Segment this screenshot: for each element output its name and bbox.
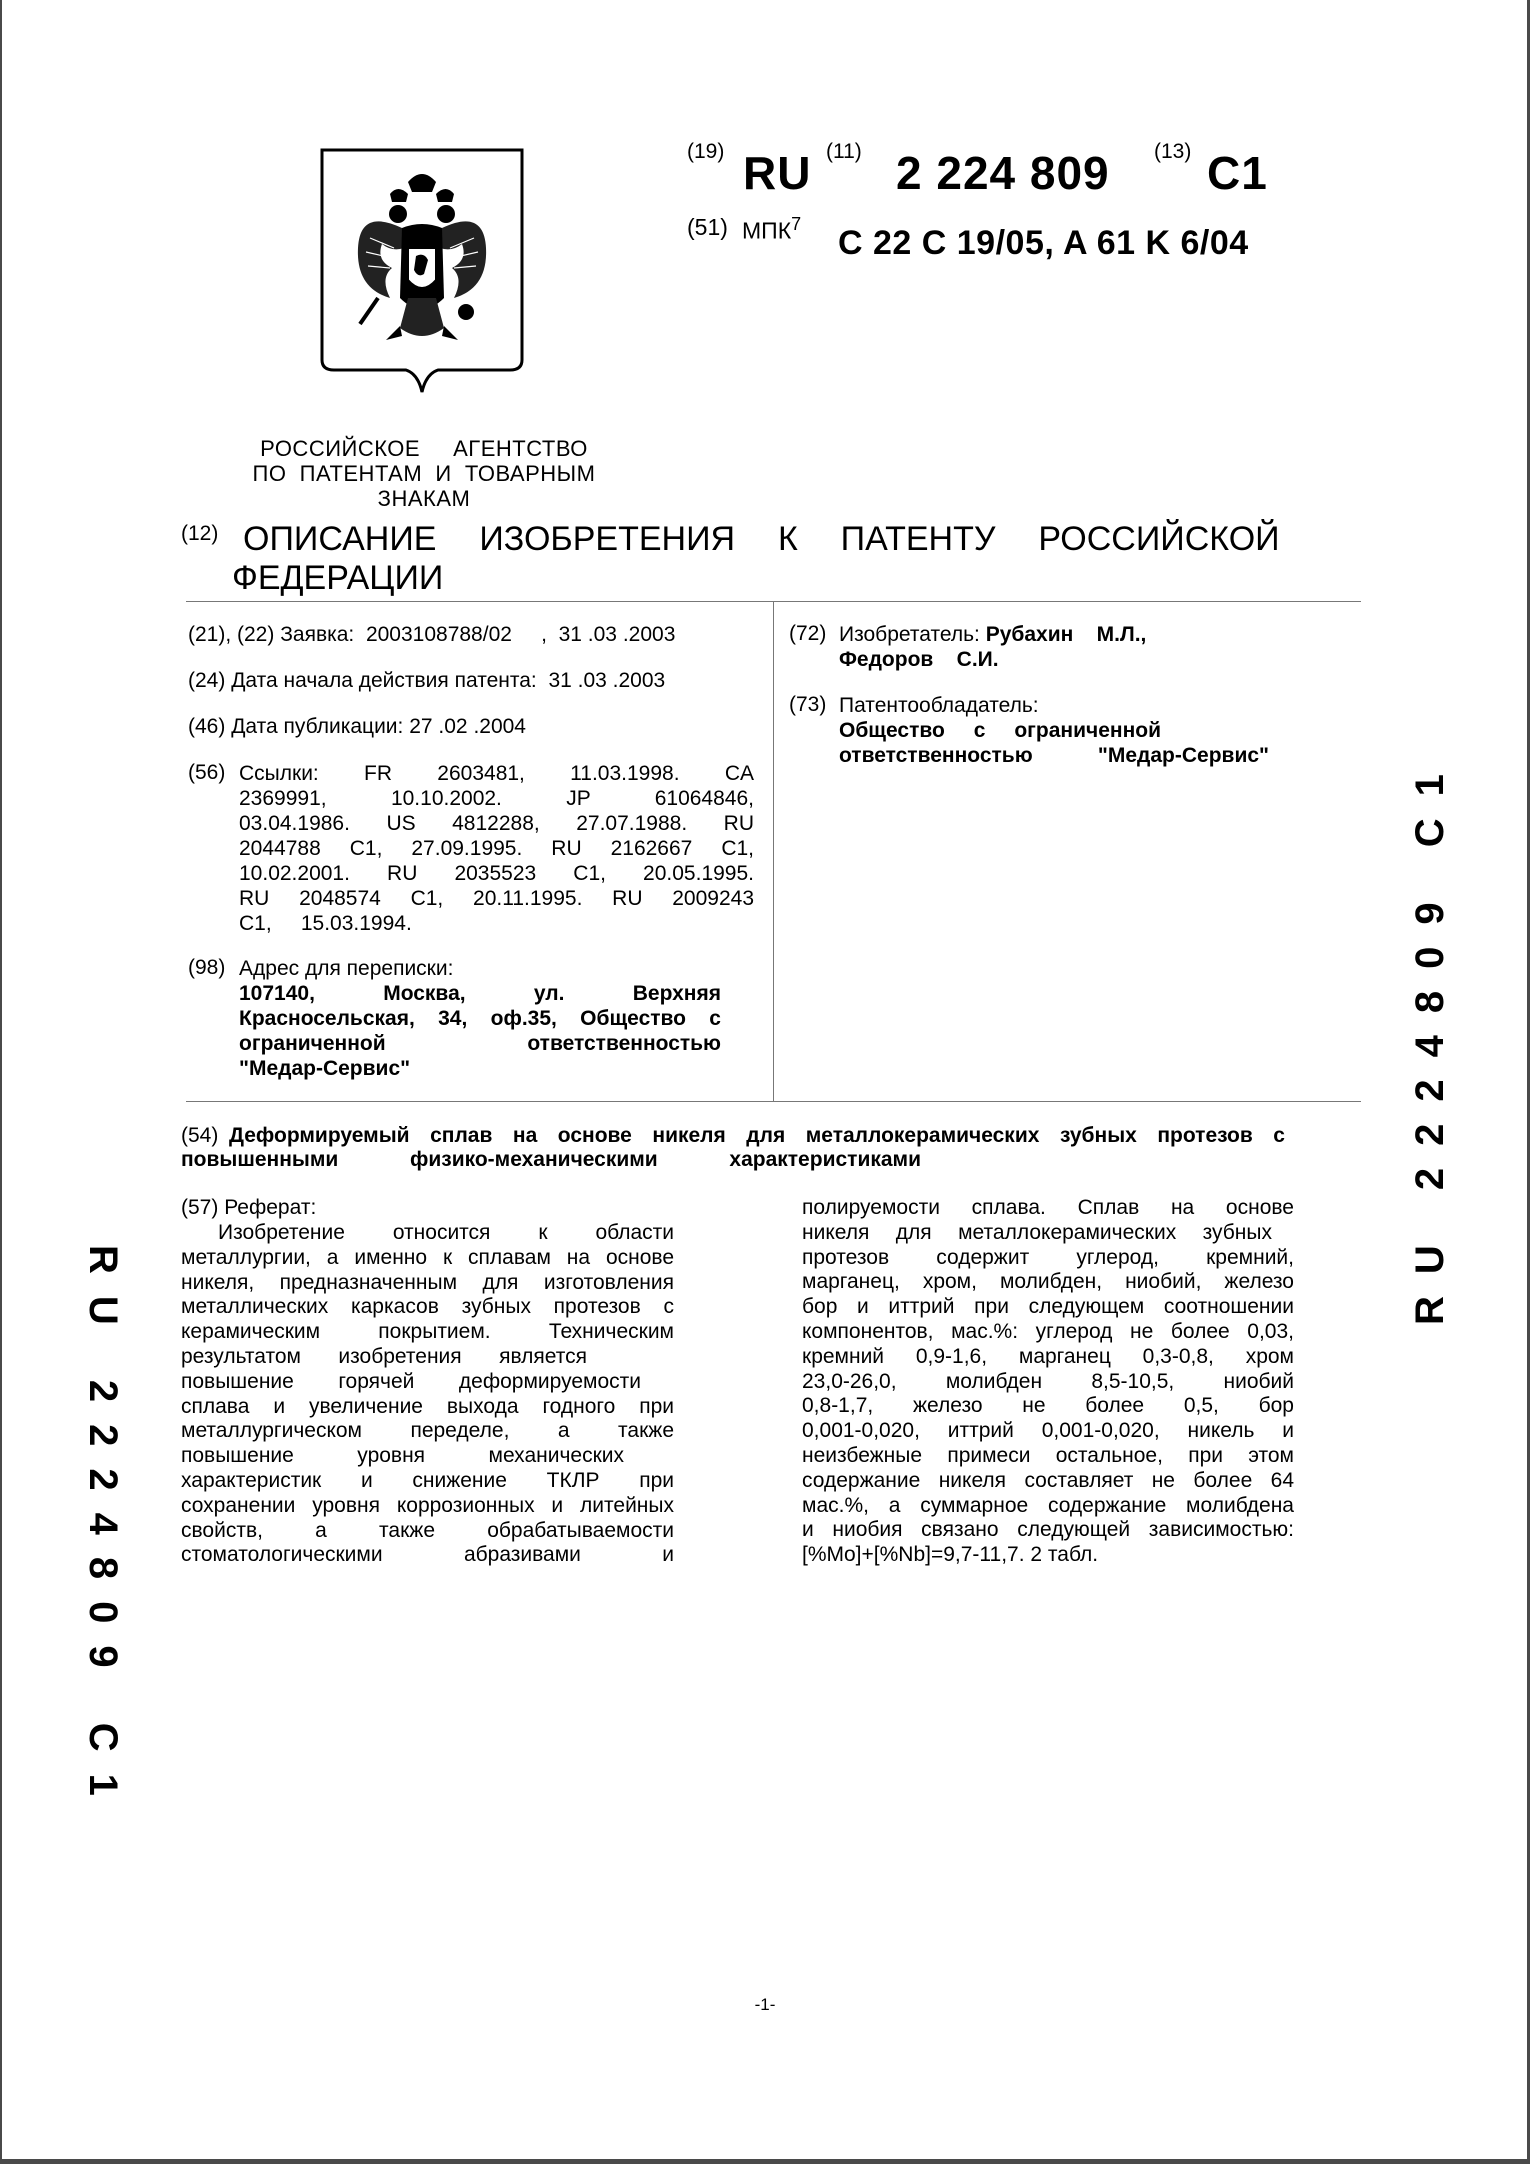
field-21-code: (21), (22) — [188, 623, 275, 646]
ref-line: 03.04.1986. US 4812288, 27.07.1988. RU — [239, 812, 754, 835]
field-46 — [188, 714, 526, 739]
document-title-line-2: ФЕДЕРАЦИИ — [232, 559, 444, 597]
field-56-code: (56) — [188, 761, 226, 784]
abstract-line: никеля для металлокерамических зубных — [802, 1220, 1272, 1244]
abstract-line: керамическим покрытием. Техническим — [181, 1320, 674, 1344]
abstract-line: и ниобия связано следующей зависимостью: — [802, 1518, 1294, 1542]
ref-line: C1, 15.03.1994. — [239, 912, 412, 935]
abstract-line: компонентов, мас.%: углерод не более 0,03, — [802, 1319, 1294, 1343]
abstract-line: повышение горячей деформируемости — [181, 1369, 641, 1393]
abstract-line: мас.%, а суммарное содержание молибдена — [802, 1493, 1294, 1517]
field-24-value: 31 .03 .2003 — [548, 669, 666, 692]
agency-line-1: РОССИЙСКОЕ АГЕНТСТВО — [260, 436, 588, 461]
mpk-classification: C 22 C 19/05, A 61 K 6/04 — [838, 224, 1249, 262]
abstract-line: 0,001-0,020, иттрий 0,001-0,020, никель и — [802, 1419, 1294, 1443]
abstract-line: марганец, хром, молибден, ниобий, железо — [802, 1270, 1294, 1294]
code-12: (12) — [181, 522, 219, 545]
abstract-line: никеля, предназначенным для изготовления — [181, 1270, 674, 1294]
fields-divider — [186, 1101, 1361, 1102]
agency-line-3: ЗНАКАМ — [377, 486, 471, 511]
field-56-references — [239, 761, 754, 936]
abstract-label: Реферат: — [224, 1196, 317, 1219]
document-title-line-1: ОПИСАНИЕ ИЗОБРЕТЕНИЯ К ПАТЕНТУ РОССИЙСКОЙ — [243, 520, 1280, 558]
abstract-line: сплава и увеличение выхода годного при — [181, 1394, 674, 1418]
field-21-22 — [188, 622, 675, 647]
abstract-line: содержание никеля составляет не более 64 — [802, 1468, 1294, 1492]
field-46-value: 27 .02 .2004 — [409, 715, 526, 738]
abstract-line: бор и иттрий при следующем соотношении — [802, 1295, 1294, 1319]
patent-number: 2 224 809 — [896, 147, 1110, 199]
address-line: Красносельская, 34, оф.35, Общество с — [239, 1007, 721, 1030]
field-24-label: Дата начала действия патента: — [231, 669, 537, 692]
address-line: 107140, Москва, ул. Верхняя — [239, 982, 721, 1005]
abstract-line: результатом изобретения является — [181, 1344, 587, 1368]
side-label-left-text: RU 2224809 C1 — [81, 1245, 125, 1818]
abstract-line: Изобретение относится к области — [218, 1221, 674, 1244]
abstract-heading — [181, 1196, 316, 1220]
abstract-line: повышение уровня механических — [181, 1444, 624, 1468]
agency-line-2: ПО ПАТЕНТАМ И ТОВАРНЫМ — [252, 461, 596, 486]
mpk-label-text: МПК — [742, 217, 792, 244]
field-46-code: (46) — [188, 715, 226, 738]
abstract-line: сохранении уровня коррозионных и литейных — [181, 1493, 674, 1517]
page-border-bottom — [0, 2159, 1530, 2164]
ref-line: 2369991, 10.10.2002. JP 61064846, — [239, 787, 754, 810]
code-57: (57) — [181, 1196, 219, 1219]
field-73-label: Патентообладатель: — [839, 694, 1039, 717]
invention-title-line-1: Деформируемый сплав на основе никеля для металлокерамических зубных протезов с — [229, 1124, 1285, 1147]
column-divider — [773, 602, 774, 1101]
page-number: -1- — [754, 1995, 776, 2014]
mpk-label — [742, 214, 801, 245]
side-label-right-text: RU 2224809 C1 — [1408, 752, 1452, 1325]
abstract-line: металлургии, а именно к сплавам на основе — [181, 1245, 674, 1269]
abstract-line: [%Mo]+[%Nb]=9,7-11,7. 2 табл. — [802, 1543, 1099, 1567]
abstract-line: 23,0-26,0, молибден 8,5-10,5, ниобий — [802, 1369, 1294, 1393]
field-21-value: 2003108788/02 , 31 .03 .2003 — [365, 623, 676, 646]
abstract-line: неизбежные примеси остальное, при этом — [802, 1443, 1294, 1467]
coat-of-arms-emblem — [320, 148, 524, 393]
field-21-label: Заявка: — [280, 623, 355, 646]
abstract-line: металлургическом переделе, а также — [181, 1419, 674, 1443]
abstract-line: кремний 0,9-1,6, марганец 0,3-0,8, хром — [802, 1344, 1294, 1368]
abstract-line: 0,8-1,7, железо не более 0,5, бор — [802, 1394, 1294, 1418]
code-11: (11) — [826, 140, 862, 163]
field-98-label: Адрес для переписки: — [239, 957, 454, 980]
side-label-left — [45, 1245, 145, 1825]
inventor-2: Федоров С.И. — [839, 648, 999, 671]
field-73-code: (73) — [789, 693, 827, 716]
page-border-left — [0, 0, 2, 2164]
abstract-right-column — [802, 1196, 1294, 1568]
abstract-line: полируемости сплава. Сплав на основе — [802, 1196, 1294, 1219]
kind-code: C1 — [1207, 147, 1268, 199]
abstract-left-column — [181, 1221, 674, 1568]
inventor-1: Рубахин М.Л., — [985, 623, 1147, 646]
code-19: (19) — [687, 140, 725, 163]
ref-line: Ссылки: FR 2603481, 11.03.1998. CA — [239, 762, 754, 785]
abstract-line: свойств, а также обрабатываемости — [181, 1518, 674, 1542]
field-72-code: (72) — [789, 622, 827, 645]
code-51: (51) — [687, 214, 728, 240]
abstract-line: характеристик и снижение ТКЛР при — [181, 1468, 674, 1492]
field-46-label: Дата публикации: — [231, 715, 404, 738]
field-24 — [188, 668, 665, 693]
owner-line-2: ответственностью "Медар-Сервис" — [839, 744, 1269, 767]
code-54: (54) — [181, 1124, 219, 1147]
ref-line: 2044788 C1, 27.09.1995. RU 2162667 C1, — [239, 837, 754, 860]
field-73-owner — [839, 693, 1269, 768]
field-98-code: (98) — [188, 956, 226, 979]
ref-line: 10.02.2001. RU 2035523 C1, 20.05.1995. — [239, 862, 754, 885]
abstract-line: протезов содержит углерод, кремний, — [802, 1245, 1294, 1269]
abstract-line: стоматологическими абразивами и — [181, 1543, 674, 1567]
code-13: (13) — [1154, 140, 1192, 163]
field-72-label: Изобретатель: — [839, 623, 980, 646]
invention-title-line-2: повышенными физико-механическими характеристиками — [181, 1148, 921, 1171]
side-label-right — [1380, 745, 1480, 1325]
ref-line: RU 2048574 C1, 20.11.1995. RU 2009243 — [239, 887, 754, 910]
owner-line-1: Общество с ограниченной — [839, 719, 1161, 742]
abstract-line: металлических каркасов зубных протезов с — [181, 1295, 674, 1319]
agency-name — [236, 436, 612, 511]
inventor-line-1 — [839, 622, 1179, 647]
field-72-inventors — [839, 622, 1179, 672]
field-24-code: (24) — [188, 669, 226, 692]
field-98-address — [239, 956, 721, 1081]
mpk-edition: 7 — [791, 214, 802, 234]
address-line: "Медар-Сервис" — [239, 1057, 411, 1080]
address-line: ограниченной ответственностью — [239, 1032, 721, 1055]
country-code: RU — [743, 147, 812, 199]
